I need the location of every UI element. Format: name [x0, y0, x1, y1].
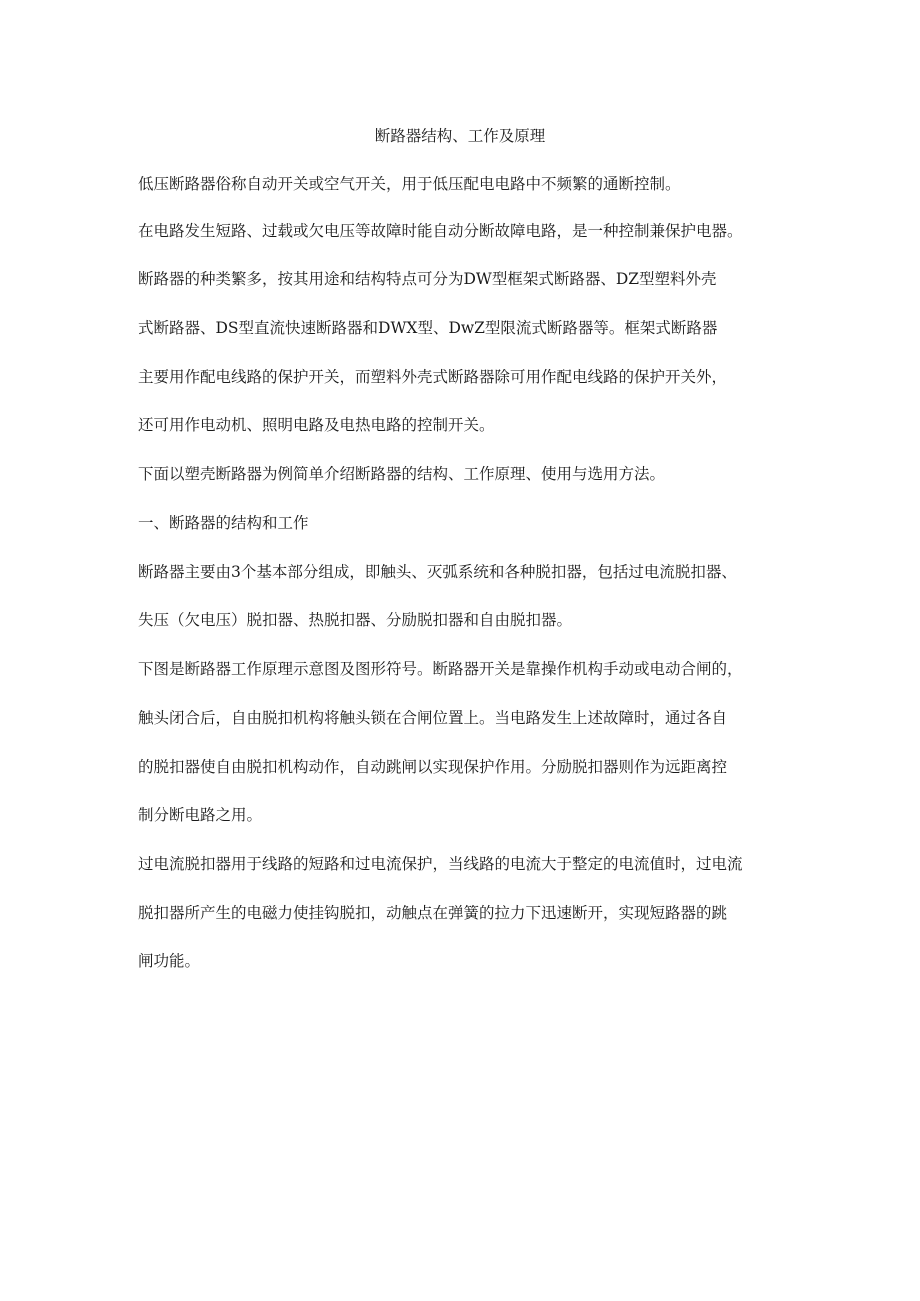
- text-line-2: 在电路发生短路、过载或欠电压等故障时能自动分断故障电路，是一种控制兼保护电器。: [138, 222, 743, 240]
- text-line-13: 的脱扣器使自由脱扣机构动作，自动跳闸以实现保护作用。分励脱扣器则作为远距离控: [138, 758, 728, 776]
- text-line-16: 脱扣器所产生的电磁力使挂钩脱扣，动触点在弹簧的拉力下迅速断开，实现短路器的跳: [138, 904, 728, 922]
- text-line-4: 式断路器、DS型直流快速断路器和DWX型、DwZ型限流式断路器等。框架式断路器: [138, 319, 718, 337]
- text-line-5: 主要用作配电线路的保护开关，而塑料外壳式断路器除可用作配电线路的保护开关外，: [138, 368, 728, 386]
- text-line-7: 下面以塑壳断路器为例简单介绍断路器的结构、工作原理、使用与选用方法。: [138, 465, 666, 483]
- text-line-11: 下图是断路器工作原理示意图及图形符号。断路器开关是靠操作机构手动或电动合闸的，: [138, 660, 743, 678]
- text-line-9: 断路器主要由3个基本部分组成，即触头、灭弧系统和各种脱扣器，包括过电流脱扣器、: [138, 563, 737, 581]
- section-heading: 一、断路器的结构和工作: [138, 514, 309, 532]
- text-line-17: 闸功能。: [138, 952, 201, 970]
- text-line-10: 失压（欠电压）脱扣器、热脱扣器、分励脱扣器和自由脱扣器。: [138, 611, 573, 629]
- text-line-3: 断路器的种类繁多，按其用途和结构特点可分为DW型框架式断路器、DZ型塑料外壳: [138, 270, 717, 288]
- text-line-1: 低压断路器俗称自动开关或空气开关，用于低压配电电路中不频繁的通断控制。: [138, 175, 681, 193]
- text-line-14: 制分断电路之用。: [138, 806, 263, 824]
- text-line-12: 触头闭合后，自由脱扣机构将触头锁在合闸位置上。当电路发生上述故障时，通过各自: [138, 709, 728, 727]
- text-line-15: 过电流脱扣器用于线路的短路和过电流保护，当线路的电流大于整定的电流值时，过电流: [138, 855, 743, 873]
- text-line-6: 还可用作电动机、照明电路及电热电路的控制开关。: [138, 416, 495, 434]
- document-title: 断路器结构、工作及原理: [374, 127, 546, 145]
